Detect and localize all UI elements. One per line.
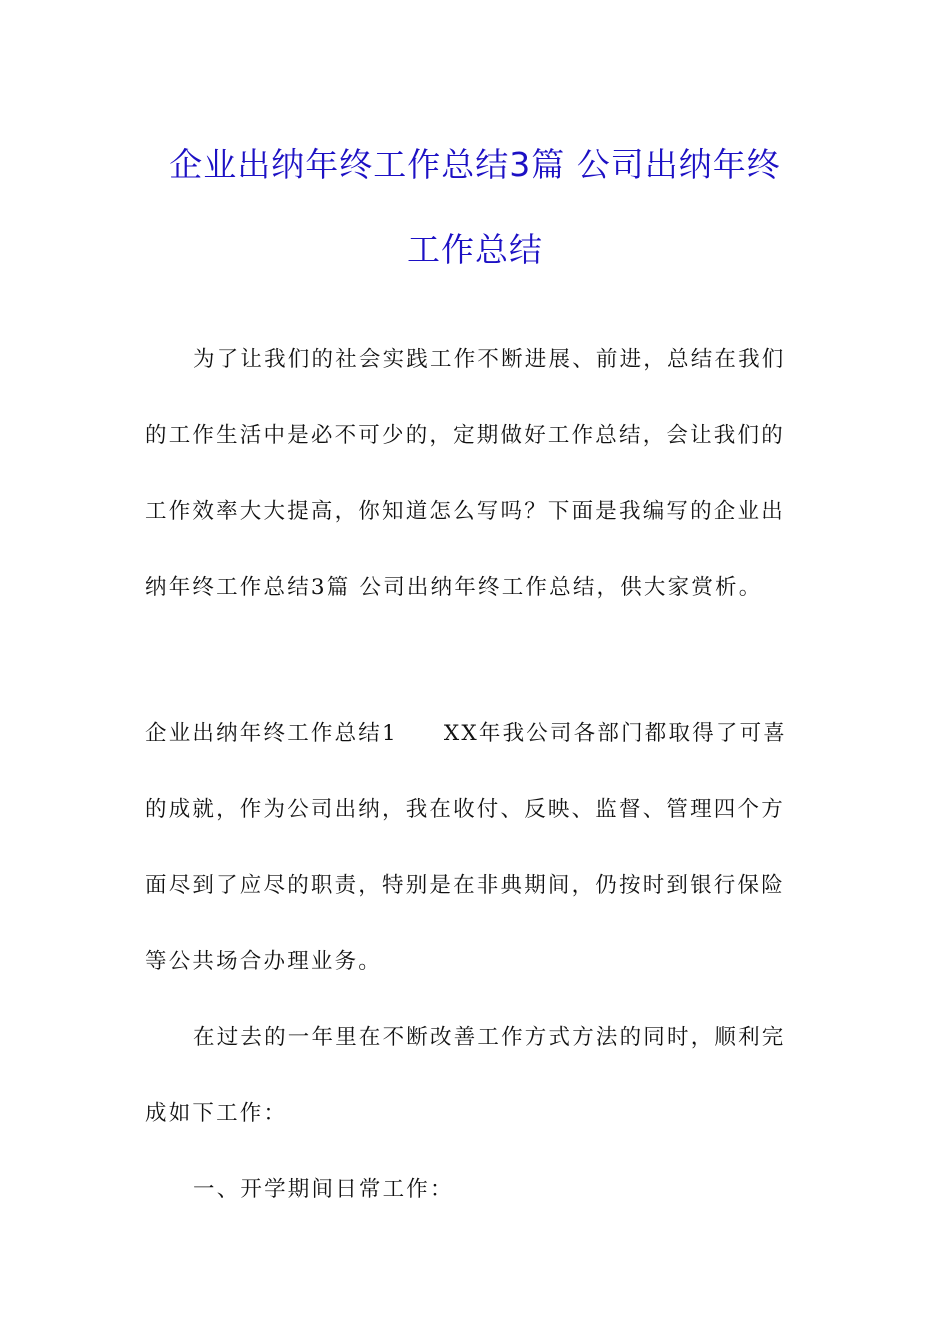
document-title xyxy=(120,122,830,292)
paragraph-line: 为了让我们的社会实践工作不断进展、前进，总结在我们 xyxy=(193,347,786,372)
list-heading-paragraph xyxy=(145,1152,805,1228)
intro-paragraph xyxy=(145,322,805,626)
work-paragraph xyxy=(145,1000,805,1152)
paragraph-line: 纳年终工作总结3篇 公司出纳年终工作总结，供大家赏析。 xyxy=(145,575,763,600)
title-line: 企业出纳年终工作总结3篇 公司出纳年终 xyxy=(169,145,781,184)
paragraph-line xyxy=(145,696,805,772)
paragraph-line: 在过去的一年里在不断改善工作方式方法的同时，顺利完 xyxy=(193,1025,786,1050)
section-heading: 企业出纳年终工作总结1 xyxy=(145,721,398,746)
section1-paragraph xyxy=(145,696,805,1000)
paragraph-line: 的工作生活中是必不可少的，定期做好工作总结，会让我们的 xyxy=(145,423,785,448)
paragraph-line: 的成就，作为公司出纳，我在收付、反映、监督、管理四个方 xyxy=(145,797,785,822)
paragraph-line: 等公共场合办理业务。 xyxy=(145,949,383,974)
list-heading: 一、开学期间日常工作： xyxy=(193,1177,454,1202)
title-line: 工作总结 xyxy=(407,230,543,269)
paragraph-line: 工作效率大大提高，你知道怎么写吗？下面是我编写的企业出 xyxy=(145,499,785,524)
paragraph-text: XX年我公司各部门都取得了可喜 xyxy=(443,721,788,746)
paragraph-line: 面尽到了应尽的职责，特别是在非典期间，仍按时到银行保险 xyxy=(145,873,785,898)
paragraph-line: 成如下工作： xyxy=(145,1101,288,1126)
